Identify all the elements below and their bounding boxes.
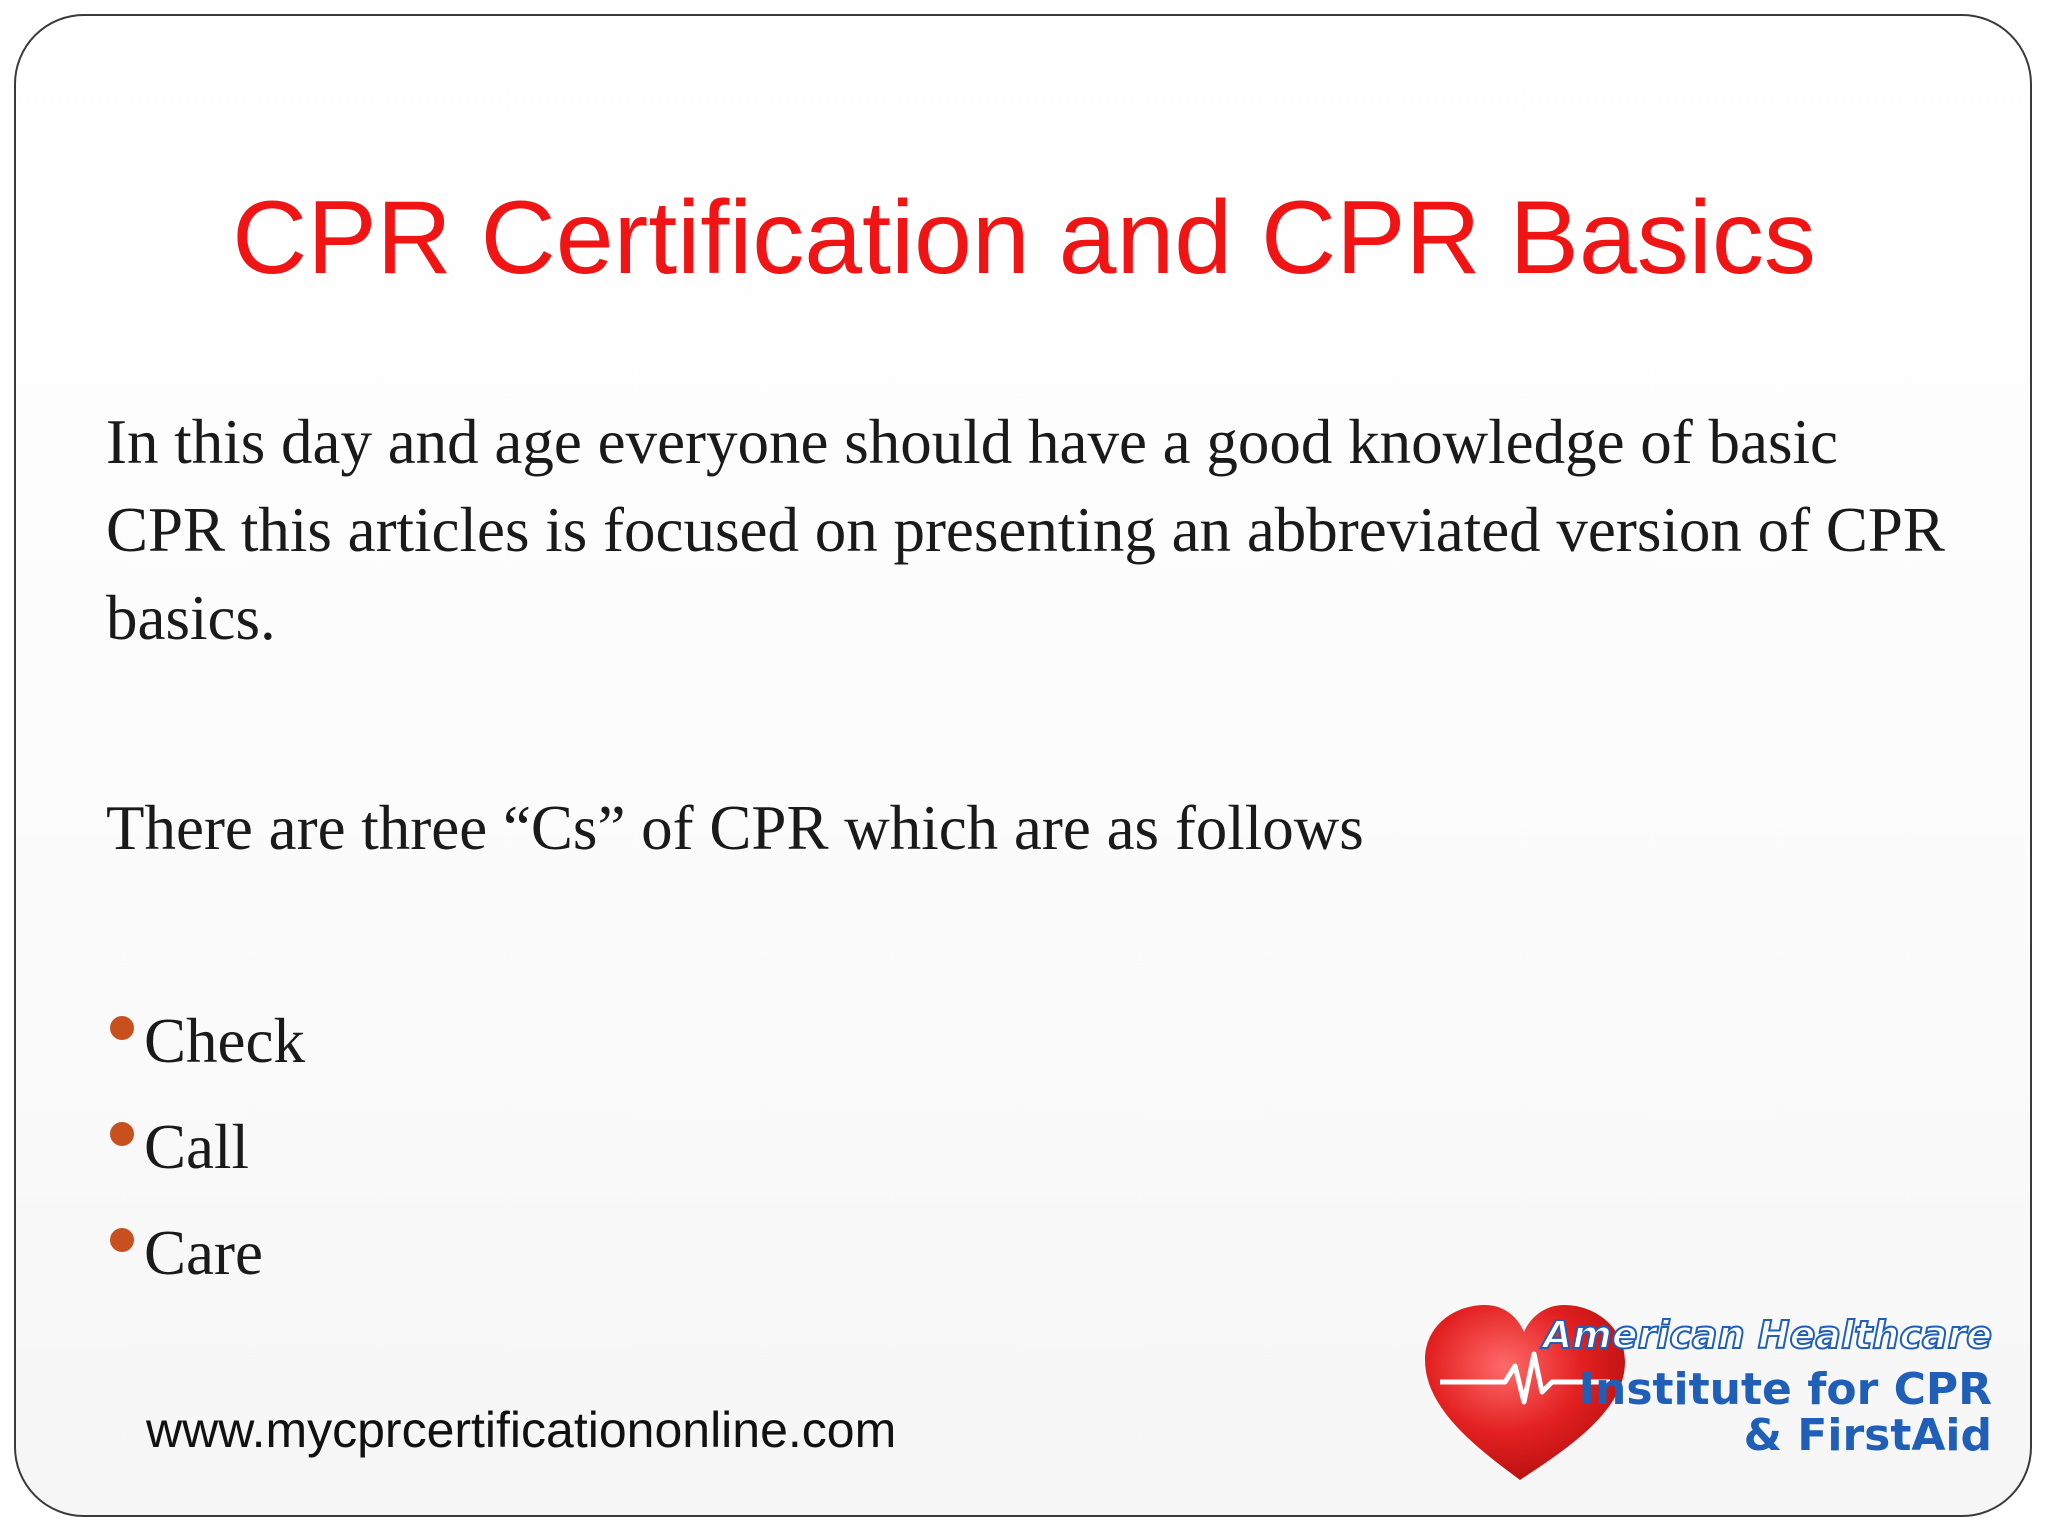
website-url: www.mycprcertificationonline.com xyxy=(146,1402,897,1458)
intro-paragraph: In this day and age everyone should have a good knowledge of basic CPR this articles is focused on presenting an abbreviated version of CPR basics. xyxy=(106,407,1945,653)
three-cs-intro: There are three “Cs” of CPR which are as follows xyxy=(106,793,1364,863)
logo-line2: Institute for CPR xyxy=(1578,1364,1992,1415)
page-title: CPR Certification and CPR Basics xyxy=(232,180,1816,296)
bullet-dot-icon xyxy=(110,1122,134,1146)
bullet-dot-icon xyxy=(110,1016,134,1040)
logo-line1: American Healthcare xyxy=(1542,1313,1992,1357)
logo-line3: & FirstAid xyxy=(1743,1410,1992,1461)
logo xyxy=(1420,1300,2000,1490)
list-item-label: Care xyxy=(144,1218,263,1288)
list-item-label: Call xyxy=(144,1112,249,1182)
list-item-label: Check xyxy=(144,1006,305,1076)
bullet-dot-icon xyxy=(110,1228,134,1252)
